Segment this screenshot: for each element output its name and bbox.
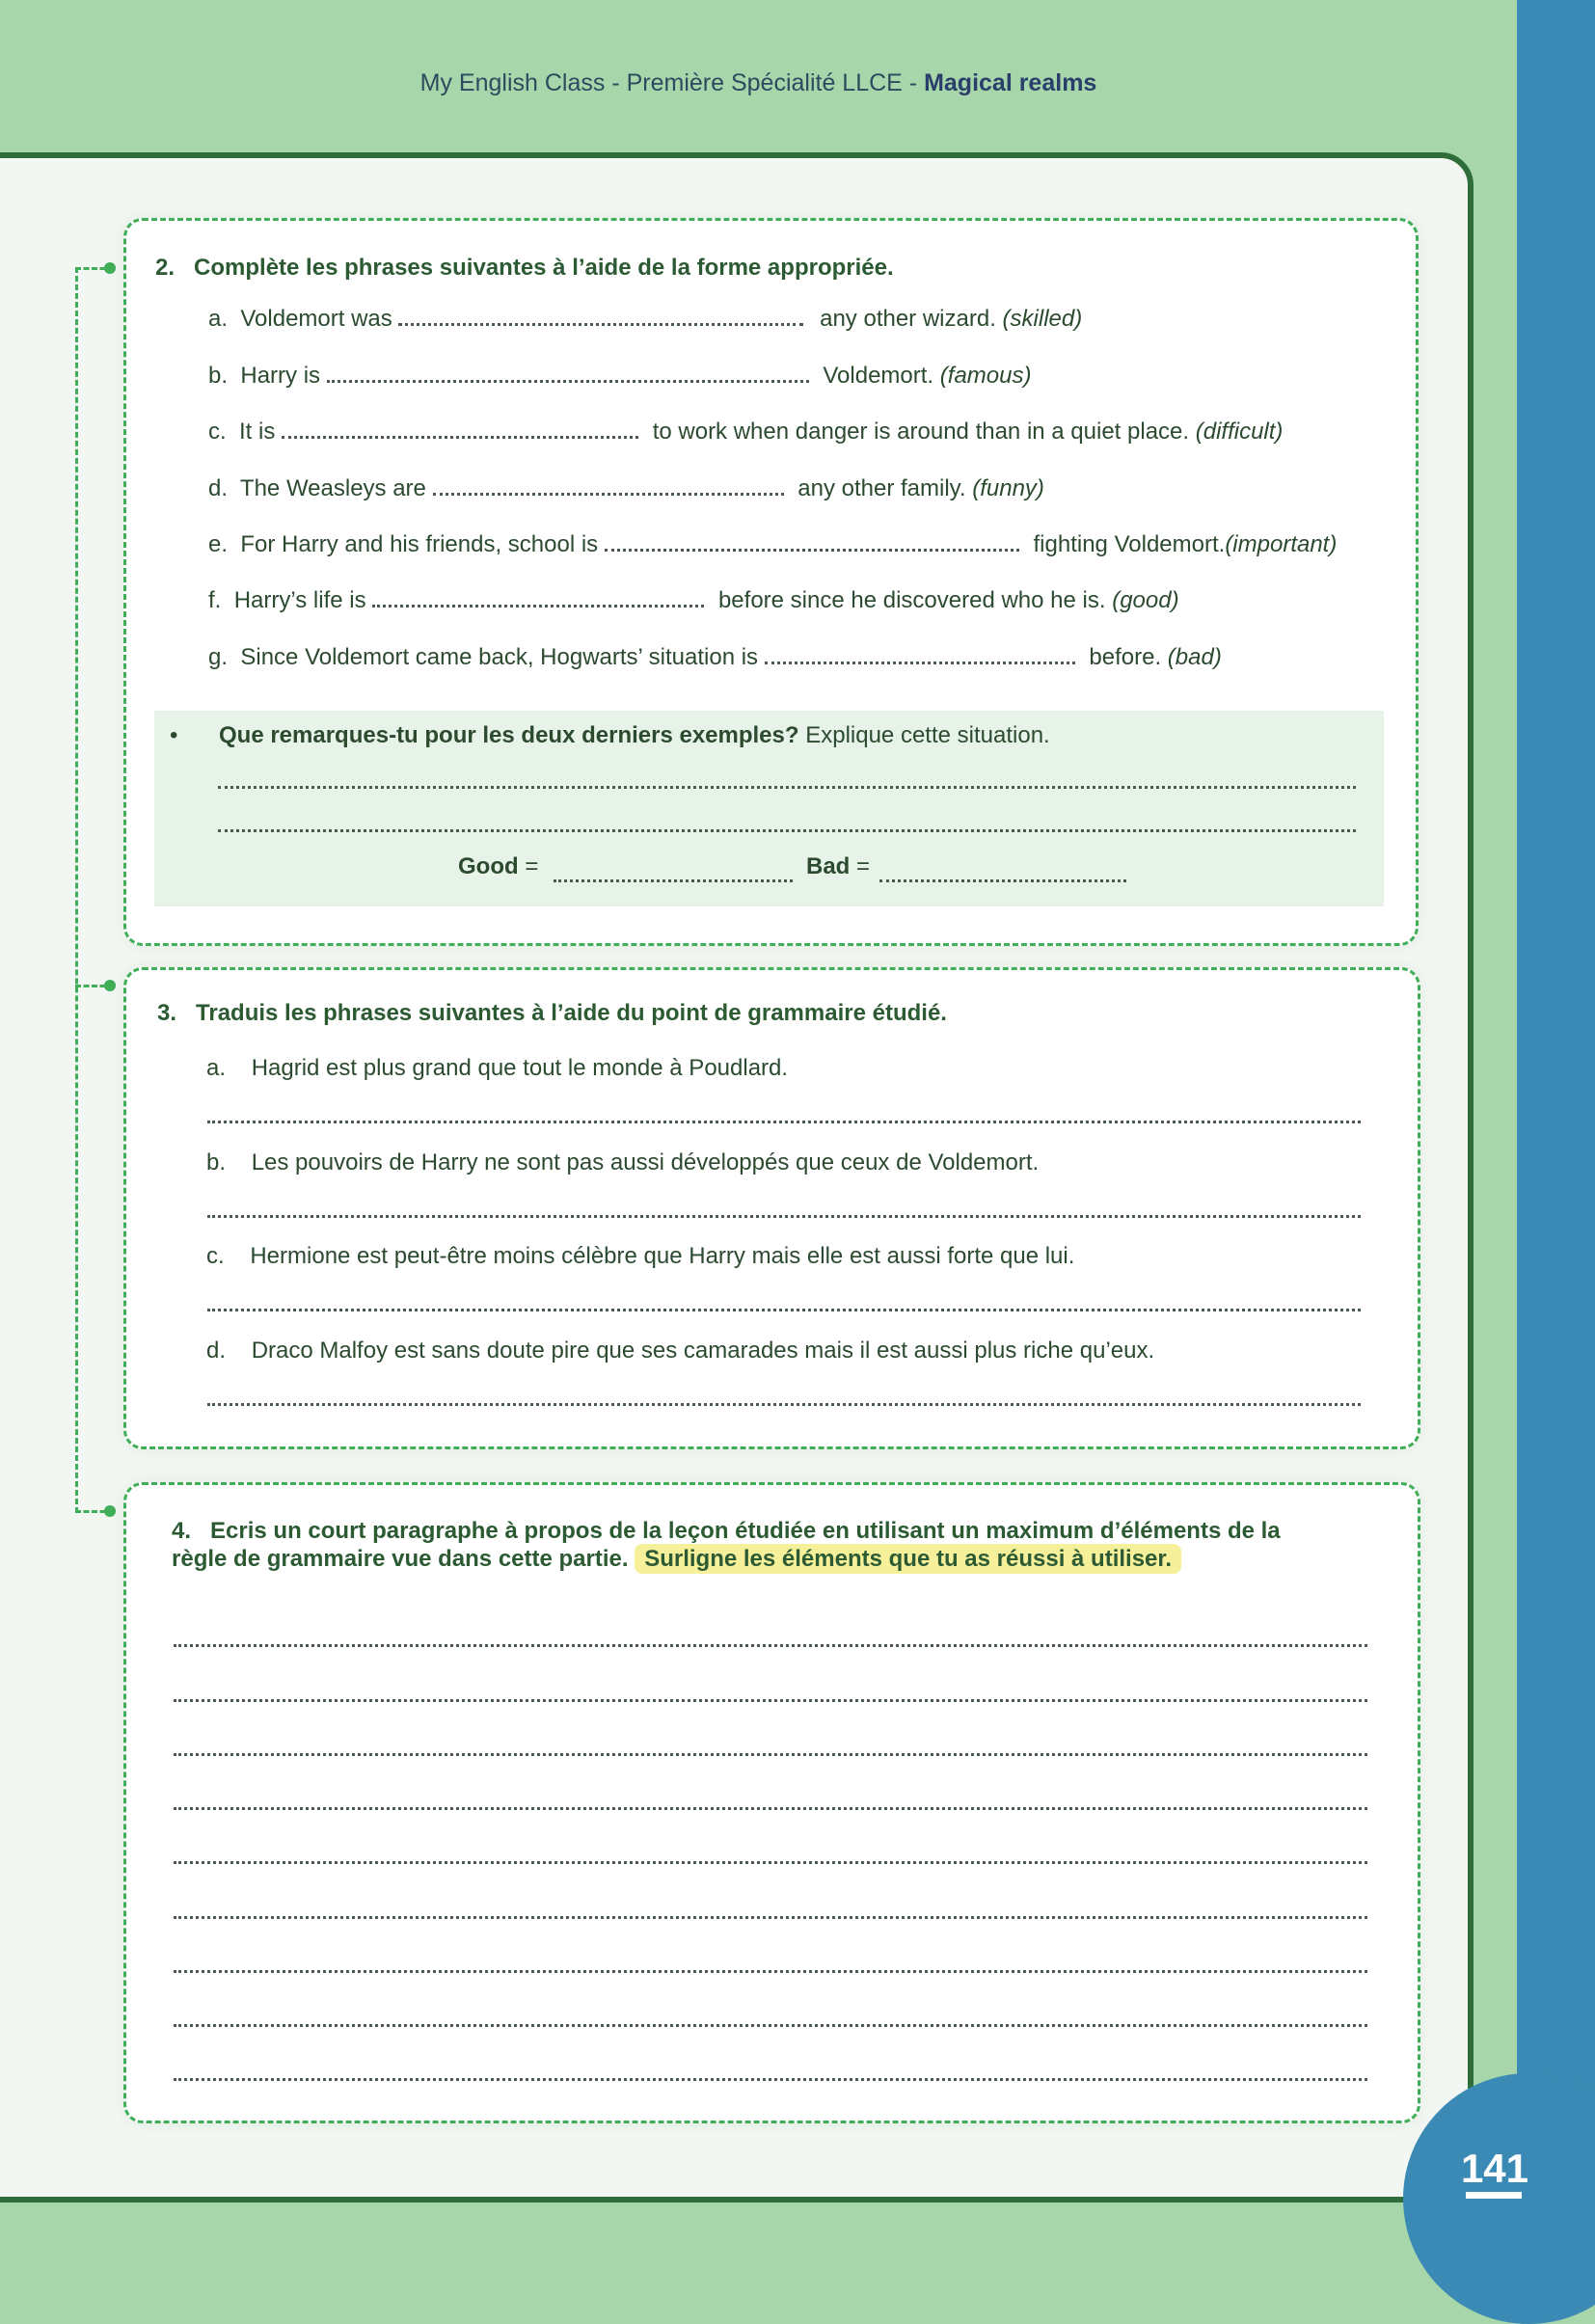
item-text: Draco Malfoy est sans doute pire que ses camarades mais il est aussi plus riche qu’eux. — [251, 1338, 1155, 1364]
exercise-4-number: 4. — [172, 1518, 192, 1544]
item-letter: f. — [208, 587, 222, 613]
exercise-3-item-b — [206, 1149, 1039, 1176]
item-hint: (difficult) — [1195, 419, 1284, 445]
translation-line-c[interactable] — [207, 1287, 1361, 1311]
item-text-after: Voldemort. — [823, 363, 934, 389]
exercise-2-title — [155, 255, 894, 282]
exercise-3-item-c — [206, 1243, 1074, 1270]
page-number-underline — [1466, 2192, 1522, 2199]
item-text-after: any other wizard. — [820, 306, 996, 332]
item-text-before: The Weasleys are — [239, 475, 426, 501]
answer-blank[interactable] — [605, 531, 1027, 558]
exercise-2-item-d — [208, 475, 1044, 502]
exercise-2-item-a — [208, 306, 1082, 333]
item-text-before: Harry’s life is — [233, 587, 366, 613]
answer-blank[interactable] — [282, 419, 646, 446]
sidebar-strip — [1517, 0, 1595, 2256]
item-hint: (funny) — [972, 475, 1044, 501]
good-label-row — [458, 853, 538, 880]
exercise-2-number: 2. — [155, 255, 176, 281]
exercise-4-instruction-1: Ecris un court paragraphe à propos de la leçon étudiée en utilisant un maximum d’éléments de la — [210, 1518, 1281, 1544]
page-number: 141 — [1460, 2146, 1529, 2191]
item-hint: (important) — [1225, 531, 1338, 557]
item-text-after: before. — [1089, 644, 1162, 670]
exercise-2-item-f — [208, 587, 1179, 614]
exercise-4-instruction-2: règle de grammaire vue dans cette partie. — [172, 1546, 629, 1572]
bad-label: Bad — [806, 853, 851, 879]
item-hint: (bad) — [1167, 644, 1222, 670]
paragraph-line-9[interactable] — [174, 2057, 1367, 2081]
paragraph-line-5[interactable] — [174, 1840, 1367, 1864]
exercise-3-number: 3. — [157, 1000, 177, 1026]
remark-question-rest: Explique cette situation. — [805, 722, 1050, 748]
answer-blank[interactable] — [433, 475, 792, 502]
paragraph-line-6[interactable] — [174, 1895, 1367, 1919]
translation-line-d[interactable] — [207, 1382, 1361, 1406]
remark-question — [219, 722, 1050, 749]
bad-label-row — [806, 853, 870, 880]
paragraph-line-4[interactable] — [174, 1786, 1367, 1810]
item-hint: (good) — [1112, 587, 1179, 613]
item-text: Hermione est peut-être moins célèbre que Harry mais elle est aussi forte que lui. — [250, 1243, 1075, 1269]
header-topic: Magical realms — [924, 69, 1097, 96]
good-label: Good — [458, 853, 519, 879]
exercise-4-title-line-1 — [172, 1518, 1281, 1545]
item-letter: b. — [208, 363, 229, 389]
connector-line — [75, 267, 78, 1513]
exercise-2-item-c — [208, 419, 1283, 446]
item-text-after: fighting Voldemort. — [1033, 531, 1226, 557]
item-letter: c. — [206, 1243, 225, 1269]
item-text-before: Harry is — [240, 363, 321, 389]
connector-dot-3 — [104, 980, 116, 991]
answer-blank[interactable] — [372, 587, 712, 614]
connector-dot-2 — [104, 262, 116, 274]
exercise-3-item-a — [206, 1055, 788, 1082]
answer-blank[interactable] — [765, 644, 1083, 671]
item-text: Hagrid est plus grand que tout le monde à Poudlard. — [251, 1055, 789, 1081]
translation-line-b[interactable] — [207, 1194, 1361, 1218]
paragraph-line-1[interactable] — [174, 1623, 1367, 1647]
exercise-3-title — [157, 1000, 947, 1027]
item-letter: a. — [208, 306, 229, 332]
header-prefix: My English Class - Première Spécialité LLCE - — [419, 69, 925, 96]
good-equals: = — [525, 853, 539, 879]
item-text-before: Since Voldemort came back, Hogwarts’ situation is — [240, 644, 759, 670]
remark-question-bold: Que remarques-tu pour les deux derniers exemples? — [219, 722, 799, 748]
remark-answer-line-2[interactable] — [218, 808, 1356, 832]
item-letter: g. — [208, 644, 229, 670]
item-text-after: to work when danger is around than in a quiet place. — [652, 419, 1190, 445]
connector-dot-4 — [104, 1505, 116, 1517]
exercise-4-title-line-2 — [172, 1546, 1181, 1573]
item-letter: d. — [208, 475, 229, 501]
item-letter: a. — [206, 1055, 227, 1081]
exercise-2-instruction: Complète les phrases suivantes à l’aide de la forme appropriée. — [194, 255, 894, 281]
paragraph-line-8[interactable] — [174, 2003, 1367, 2027]
paragraph-line-3[interactable] — [174, 1732, 1367, 1756]
bad-equals: = — [856, 853, 871, 879]
item-letter: d. — [206, 1338, 227, 1364]
page-header — [0, 69, 1517, 97]
item-letter: c. — [208, 419, 227, 445]
exercise-3-item-d — [206, 1338, 1154, 1365]
highlighted-instruction: Surligne les éléments que tu as réussi à utiliser. — [635, 1544, 1181, 1574]
item-hint: (famous) — [939, 363, 1032, 389]
answer-blank[interactable] — [327, 363, 817, 390]
exercise-3-instruction: Traduis les phrases suivantes à l’aide du point de grammaire étudié. — [196, 1000, 947, 1026]
paragraph-line-2[interactable] — [174, 1678, 1367, 1702]
answer-blank[interactable] — [398, 306, 813, 333]
exercise-2-item-e — [208, 531, 1337, 558]
item-text-before: Voldemort was — [240, 306, 392, 332]
item-letter: b. — [206, 1149, 227, 1176]
item-text-before: It is — [239, 419, 276, 445]
remark-answer-line-1[interactable] — [218, 765, 1356, 789]
good-answer-blank[interactable] — [554, 858, 793, 882]
item-letter: e. — [208, 531, 229, 557]
item-hint: (skilled) — [1002, 306, 1083, 332]
item-text-after: any other family. — [798, 475, 966, 501]
translation-line-a[interactable] — [207, 1099, 1361, 1123]
remark-bullet: • — [170, 722, 178, 748]
exercise-2-item-g — [208, 644, 1222, 671]
paragraph-line-7[interactable] — [174, 1949, 1367, 1973]
item-text: Les pouvoirs de Harry ne sont pas aussi développés que ceux de Voldemort. — [251, 1149, 1040, 1176]
item-text-after: before since he discovered who he is. — [717, 587, 1106, 613]
exercise-2-item-b — [208, 363, 1031, 390]
item-text-before: For Harry and his friends, school is — [240, 531, 599, 557]
bad-answer-blank[interactable] — [879, 858, 1126, 882]
